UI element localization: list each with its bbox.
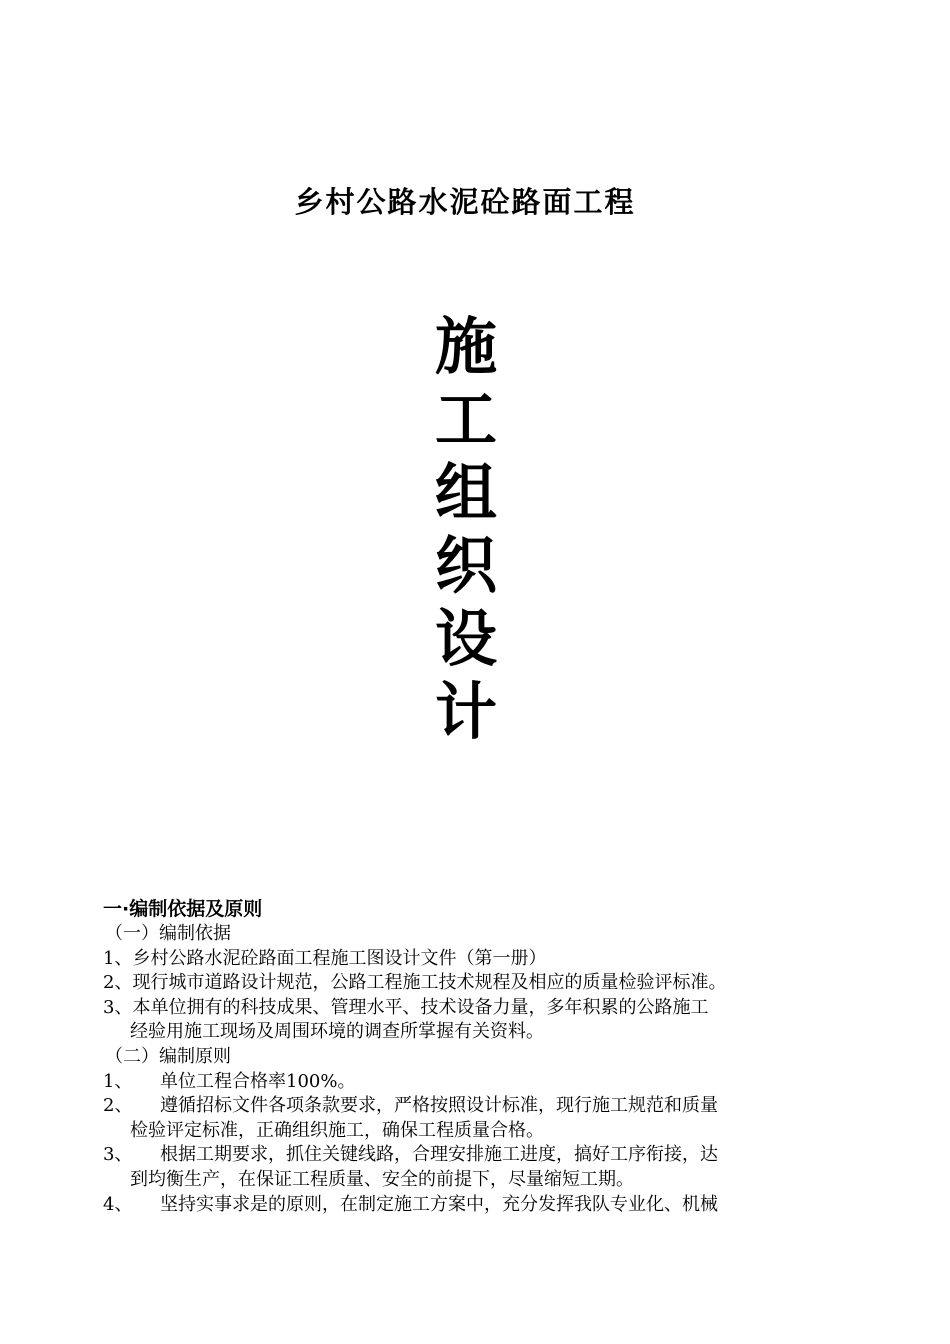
- item-number: 3、: [103, 1144, 133, 1166]
- project-title: 乡村公路水泥砼路面工程: [294, 185, 636, 219]
- main-title: [0, 310, 932, 748]
- principle-item-2-continued: 检验评定标准，正确组织施工，确保工程质量合格。: [130, 1119, 544, 1141]
- main-title-char: 组: [434, 456, 497, 529]
- item-number: 4、: [103, 1193, 133, 1215]
- item-text: 坚持实事求是的原则，在制定施工方案中，充分发挥我队专业化、机械: [160, 1193, 718, 1215]
- main-title-char: 施: [434, 310, 497, 383]
- document-body: [103, 896, 863, 1217]
- basis-item-3: 3、本单位拥有的科技成果、管理水平、技术设备力量，多年积累的公路施工: [103, 996, 709, 1018]
- item-text: 根据工期要求，抓住关键线路，合理安排施工进度，搞好工序衔接，达: [160, 1144, 718, 1166]
- section-heading: 一·编制依据及原则: [103, 898, 263, 920]
- item-text: 单位工程合格率100%。: [160, 1070, 356, 1092]
- item-number: 2、: [103, 1095, 133, 1117]
- principle-item-4: [103, 1193, 863, 1218]
- principle-item-1: [103, 1070, 863, 1095]
- basis-item-3-continued: 经验用施工现场及周围环境的调查所掌握有关资料。: [130, 1021, 544, 1043]
- item-number: 1、: [103, 1070, 133, 1092]
- item-text: 遵循招标文件各项条款要求，严格按照设计标准，现行施工规范和质量: [160, 1095, 718, 1117]
- main-title-char: 工: [434, 383, 497, 456]
- main-title-char: 设: [434, 602, 497, 675]
- principle-item-3: [103, 1143, 863, 1168]
- principle-item-2: [103, 1094, 863, 1119]
- basis-item-2: 2、现行城市道路设计规范，公路工程施工技术规程及相应的质量检验评标准。: [103, 972, 727, 994]
- basis-heading: （一）编制依据: [105, 923, 231, 944]
- main-title-char: 计: [434, 675, 497, 748]
- principle-item-3-continued: 到均衡生产，在保证工程质量、安全的前提下，尽量缩短工期。: [130, 1168, 634, 1190]
- basis-item-1: 1、乡村公路水泥砼路面工程施工图设计文件（第一册）: [103, 947, 547, 969]
- main-title-char: 织: [434, 529, 497, 602]
- principles-heading: （二）编制原则: [105, 1045, 231, 1067]
